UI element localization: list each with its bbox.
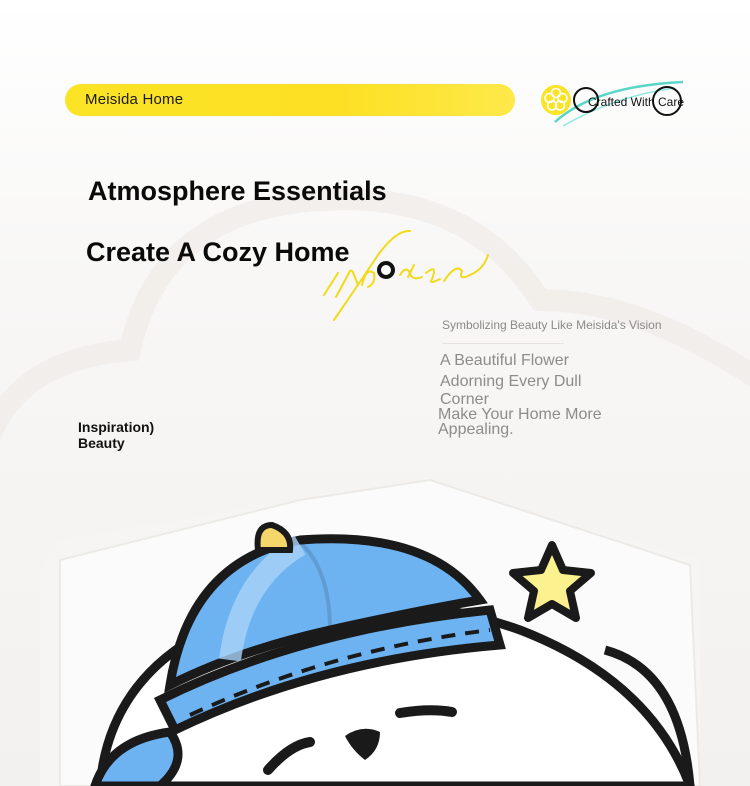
hero-subtitle: Create A Cozy Home [86,237,350,267]
left-line-1: Inspiration) [78,419,155,435]
desc2-line-2: Appealing. [438,421,514,438]
hero-title: Atmosphere Essentials [88,176,387,206]
description-appeal [438,407,638,437]
left-line-2: Beauty [78,435,125,451]
left-caption [78,419,154,451]
divider [442,343,564,344]
desc2-line-1: Make Your Home More [438,406,602,423]
flower-icon [541,85,571,115]
desc-line-3: Corner [440,391,489,408]
badge-label: Crafted With Care [588,95,685,109]
desc-line-2: Adorning Every Dull [440,373,582,390]
desc-line-1: A Beautiful Flower [440,352,569,369]
character-illustration [0,470,750,786]
vision-subtitle: Symbolizing Beauty Like Meisida's Vision [442,318,662,332]
description-flower [440,351,630,409]
signature-logo [318,225,498,325]
brand-name: Meisida Home [85,91,184,108]
